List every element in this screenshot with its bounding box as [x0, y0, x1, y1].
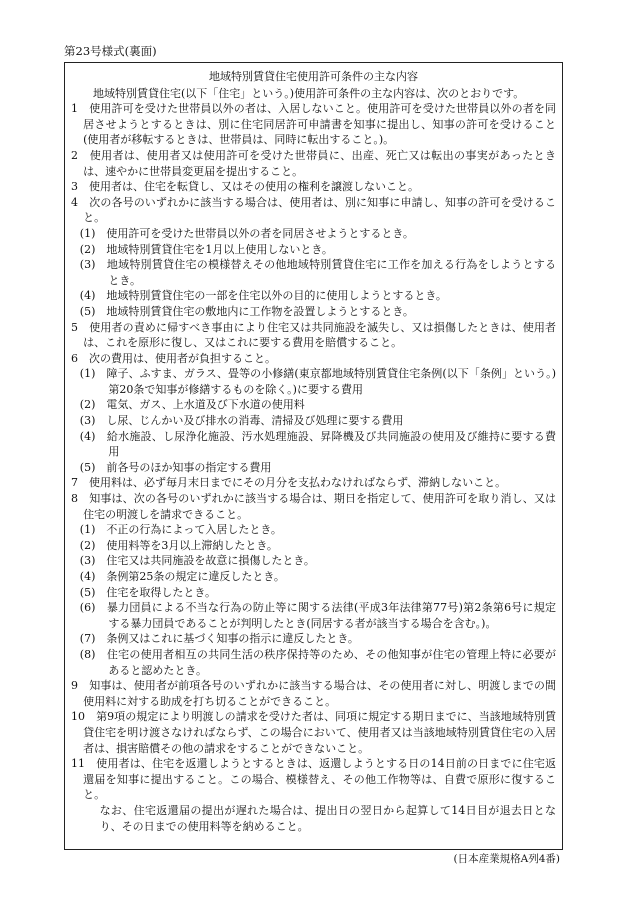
document-title: 地域特別賃貸住宅使用許可条件の主な内容 — [209, 70, 418, 83]
condition-item-2: 2 使用者は、使用者又は使用許可を受けた世帯員に、出産、死亡又は転出の事実があったときは、速やかに世帯員変更届を提出すること。 — [71, 148, 556, 178]
conditions-frame — [64, 62, 563, 850]
item8-sub-7: (7) 条例又はこれに基づく知事の指示に違反したとき。 — [79, 632, 359, 646]
condition-item-4: 4 次の各号のいずれかに該当する場合は、使用者は、別に知事に申請し、知事の許可を受けること。 — [71, 195, 556, 225]
condition-item-3: 3 使用者は、住宅を転貸し、又はその使用の権利を譲渡しないこと。 — [71, 180, 419, 194]
condition-item-11: 11 使用者は、住宅を返還しようとするときは、返還しようとする日の14日前の日までに住宅返還届を知事に提出すること。この場合、模様替え、その他工作物等は、自費で原形に復すること。 — [71, 757, 556, 802]
condition-item-7: 7 使用料は、必ず毎月末日までにその月分を支払わなければならず、滞納しないこと。 — [71, 476, 507, 490]
intro-paragraph: 地域特別賃貸住宅(以下「住宅」という。)使用許可条件の主な内容は、次のとおりです。 — [93, 86, 525, 100]
item8-sub-5: (5) 住宅を取得したとき。 — [79, 585, 216, 599]
item6-sub-2: (2) 電気、ガス、上水道及び下水道の使用料 — [79, 398, 305, 412]
condition-item-6: 6 次の費用は、使用者が負担すること。 — [71, 351, 276, 365]
paper-size-note: (日本産業規格A列4番) — [453, 853, 560, 865]
condition-item-5: 5 使用者の責めに帰すべき事由により住宅又は共同施設を滅失し、又は損傷したときは、使用者は、これを原形に復し、又はこれに要する費用を賠償すること。 — [71, 320, 556, 350]
item4-sub-2: (2) 地域特別賃貸住宅を1月以上使用しないとき。 — [79, 242, 333, 256]
condition-item-1: 1 使用許可を受けた世帯員以外の者は、入居しないこと。使用許可を受けた世帯員以外の者を同居させようとするときは、別に住宅同居許可申請書を知事に提出し、知事の許可を受けること(使用者が移転するときは、世帯員は、同時に転出すること。)。 — [71, 102, 556, 147]
item6-sub-3: (3) し尿、じんかい及び排水の消毒、清掃及び処理に要する費用 — [79, 414, 404, 428]
item8-sub-3: (3) 住宅又は共同施設を故意に損傷したとき。 — [79, 554, 315, 568]
item4-sub-3: (3) 地域特別賃貸住宅の模様替えその他地域特別賃貸住宅に工作を加える行為をしようとするとき。 — [79, 258, 556, 287]
item8-sub-1: (1) 不正の行為によって入居したとき。 — [79, 523, 282, 537]
condition-item-10: 10 第9項の規定により明渡しの請求を受けた者は、同項に規定する期日までに、当該地域特別賃貸住宅を明け渡さなければならず、この場合において、使用者又は当該地域特別賃貸住宅の入居者は、損害賠償その他の請求をすることができないこと。 — [71, 710, 556, 755]
item8-sub-8: (8) 住宅の使用者相互の共同生活の秩序保持等のため、その他知事が住宅の管理上特に必要があると認めたとき。 — [79, 647, 556, 677]
item6-sub-4: (4) 給水施設、し尿浄化施設、汚水処理施設、昇降機及び共同施設の使用及び維持に要する費用 — [79, 429, 556, 459]
item4-sub-5: (5) 地域特別賃貸住宅の敷地内に工作物を設置しようとするとき。 — [79, 304, 414, 318]
condition-item-8: 8 知事は、次の各号のいずれかに該当する場合は、期日を指定して、使用許可を取り消し、又は住宅の明渡しを請求できること。 — [71, 492, 556, 521]
item8-sub-2: (2) 使用料等を3月以上滞納したとき。 — [79, 538, 278, 552]
item8-sub-4: (4) 条例第25条の規定に違反したとき。 — [79, 570, 285, 583]
item6-sub-1: (1) 障子、ふすま、ガラス、畳等の小修繕(東京都地域特別賃貸住宅条例(以下「条例」という。)第20条で知事が修繕するものを除く。)に要する費用 — [79, 367, 556, 396]
item6-sub-5: (5) 前各号のほか知事の指定する費用 — [79, 460, 272, 474]
item4-sub-1: (1) 使用許可を受けた世帯員以外の者を同居させようとするとき。 — [79, 226, 414, 240]
form-number: 第23号様式(裏面) — [64, 44, 157, 58]
item8-sub-6: (6) 暴力団員による不当な行為の防止等に関する法律(平成3年法律第77号)第2条第6号に規定する暴力団員であることが判明したとき(同居する者が該当する場合を含む。)。 — [79, 601, 556, 630]
condition-item-9: 9 知事は、使用者が前項各号のいずれかに該当する場合は、その使用者に対し、明渡しまでの間使用料に対する助成を打ち切ることができること。 — [71, 679, 556, 708]
item4-sub-4: (4) 地域特別賃貸住宅の一部を住宅以外の目的に使用しようとするとき。 — [79, 289, 447, 303]
item11-note: なお、住宅返還届の提出が遅れた場合は、提出日の翌日から起算して14日目が退去日となり、その日までの使用料等を納めること。 — [99, 803, 556, 833]
